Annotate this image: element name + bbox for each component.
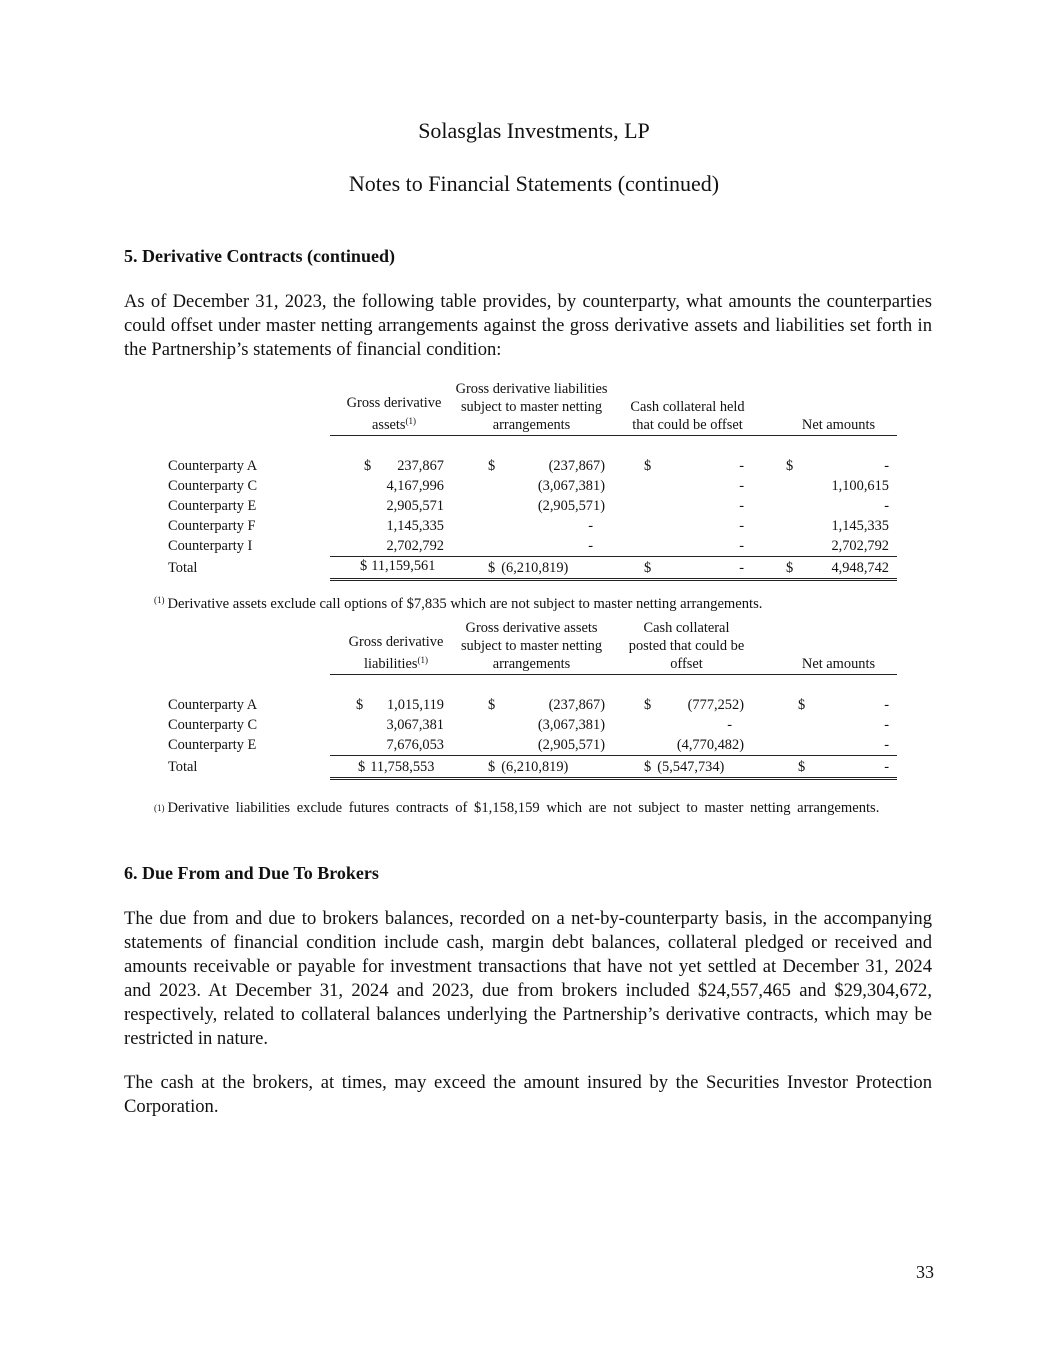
value: - bbox=[739, 457, 744, 474]
currency: $ bbox=[488, 457, 496, 474]
value: 237,867 bbox=[397, 457, 444, 474]
page-number: 33 bbox=[916, 1262, 934, 1282]
table-row bbox=[124, 735, 897, 756]
value: (237,867) bbox=[548, 457, 605, 474]
value: - bbox=[884, 716, 889, 733]
value: - bbox=[588, 537, 593, 554]
value: 11,159,561 bbox=[371, 558, 436, 574]
section-5-heading: 5. Derivative Contracts (continued) bbox=[124, 246, 395, 266]
header-cash-collateral-held: Cash collateral held that could be offset bbox=[615, 380, 760, 436]
value: 4,167,996 bbox=[386, 477, 444, 494]
table-row bbox=[124, 496, 897, 516]
derivative-assets-table bbox=[124, 380, 897, 581]
company-name: Solasglas Investments, LP bbox=[418, 118, 650, 143]
value: 2,905,571 bbox=[386, 497, 444, 514]
currency: $ bbox=[358, 758, 366, 775]
row-label: Counterparty I bbox=[168, 537, 253, 554]
currency: $ bbox=[360, 558, 368, 574]
value: - bbox=[739, 517, 744, 534]
footnote-ref: (1) bbox=[417, 655, 429, 665]
label-header bbox=[124, 619, 330, 675]
section-6-paragraph-1: The due from and due to brokers balances, recorded on a net-by-counterparty basis, in the accompanying statements of financial condition include cash, margin debt balances, collateral pledged or received and amounts receivable or payable for investment transactions that have not yet settled at December 31, 2024 and 2023. At December 31, 2024 and 2023, due from brokers included $24,557,465 and $29,304,672, respectively, related to collateral balances underlying the Partnership’s derivative contracts, which may be restricted in nature. bbox=[124, 908, 932, 1049]
table-row bbox=[124, 715, 897, 735]
value: (6,210,819) bbox=[501, 758, 569, 775]
footnote-text: Derivative assets exclude call options of $7,835 which are not subject to master netting arrangements. bbox=[167, 596, 763, 612]
header-gross-liabilities-subject: Gross derivative liabilities subject to master netting arrangements bbox=[448, 380, 615, 436]
table-row bbox=[124, 516, 897, 536]
table-row bbox=[124, 695, 897, 715]
value: - bbox=[739, 497, 744, 514]
table-row bbox=[124, 456, 897, 476]
header-net-amounts: Net amounts bbox=[760, 380, 897, 436]
value: - bbox=[588, 517, 593, 534]
currency: $ bbox=[644, 457, 652, 474]
header-text: Gross derivative liabilities bbox=[348, 634, 444, 672]
value: (2,905,571) bbox=[537, 497, 605, 514]
footnote-text: Derivative liabilities exclude futures contracts of $1,158,159 which are not subject to master netting arrangements. bbox=[167, 800, 880, 816]
value: - bbox=[884, 457, 889, 474]
value: 11,758,553 bbox=[370, 758, 435, 775]
assets-footnote bbox=[154, 590, 762, 614]
row-label: Counterparty C bbox=[168, 716, 258, 733]
currency: $ bbox=[786, 559, 794, 576]
value: (3,067,381) bbox=[537, 716, 605, 733]
currency: $ bbox=[798, 696, 806, 713]
section-5-intro: As of December 31, 2023, the following table provides, by counterparty, what amounts the counterparties could offset under master netting arrangements against the gross derivative assets and liabilities set forth in the Partnership’s statements of financial condition: bbox=[124, 291, 932, 360]
value: 1,145,335 bbox=[831, 517, 889, 534]
row-label: Counterparty F bbox=[168, 517, 256, 534]
currency: $ bbox=[364, 457, 372, 474]
row-label: Counterparty A bbox=[168, 696, 258, 713]
currency: $ bbox=[488, 758, 496, 775]
header-gross-assets-subject: Gross derivative assets subject to master netting arrangements bbox=[448, 619, 615, 675]
header-gross-derivative-assets bbox=[330, 380, 448, 436]
row-label: Counterparty E bbox=[168, 736, 257, 753]
row-label: Total bbox=[168, 759, 198, 775]
page-subtitle: Notes to Financial Statements (continued) bbox=[348, 171, 720, 196]
currency: $ bbox=[786, 457, 794, 474]
header-net-amounts: Net amounts bbox=[760, 619, 897, 675]
row-label: Total bbox=[168, 560, 198, 576]
value: - bbox=[884, 736, 889, 753]
value: 1,145,335 bbox=[386, 517, 444, 534]
row-label: Counterparty A bbox=[168, 457, 258, 474]
table-row bbox=[124, 476, 897, 496]
value: (3,067,381) bbox=[537, 477, 605, 494]
value: (2,905,571) bbox=[537, 736, 605, 753]
row-label: Counterparty E bbox=[168, 497, 257, 514]
total-row bbox=[124, 756, 897, 779]
value: 1,100,615 bbox=[831, 477, 889, 494]
value: (5,547,734) bbox=[657, 758, 725, 775]
value: - bbox=[884, 758, 889, 775]
currency: $ bbox=[644, 559, 652, 576]
currency: $ bbox=[488, 696, 496, 713]
value: 1,015,119 bbox=[386, 696, 444, 713]
section-6-paragraph-2: The cash at the brokers, at times, may exceed the amount insured by the Securities Investor Protection Corporation. bbox=[124, 1072, 932, 1117]
section-6-heading: 6. Due From and Due To Brokers bbox=[124, 863, 379, 883]
value: (6,210,819) bbox=[501, 559, 569, 576]
header-text: Gross derivative assets bbox=[346, 395, 442, 433]
currency: $ bbox=[798, 758, 806, 775]
value: 3,067,381 bbox=[386, 716, 444, 733]
header-gross-derivative-liabilities bbox=[330, 619, 448, 675]
header-cash-collateral-posted: Cash collateral posted that could be offset bbox=[615, 619, 760, 675]
row-label: Counterparty C bbox=[168, 477, 258, 494]
label-header bbox=[124, 380, 330, 436]
value: 2,702,792 bbox=[386, 537, 444, 554]
value: (777,252) bbox=[687, 696, 744, 713]
value: - bbox=[739, 477, 744, 494]
value: - bbox=[739, 537, 744, 554]
derivative-liabilities-table bbox=[124, 619, 897, 780]
table-row bbox=[124, 536, 897, 557]
footnote-mark: (1) bbox=[154, 595, 165, 605]
footnote-mark: (1) bbox=[154, 803, 165, 813]
footnote-ref: (1) bbox=[405, 416, 417, 426]
value: (4,770,482) bbox=[676, 736, 744, 753]
currency: $ bbox=[644, 696, 652, 713]
currency: $ bbox=[356, 696, 364, 713]
total-row bbox=[124, 557, 897, 580]
value: (237,867) bbox=[548, 696, 605, 713]
value: - bbox=[884, 696, 889, 713]
value: 7,676,053 bbox=[386, 736, 444, 753]
value: - bbox=[739, 559, 744, 576]
currency: $ bbox=[488, 559, 496, 576]
value: 4,948,742 bbox=[831, 559, 889, 576]
value: 2,702,792 bbox=[831, 537, 889, 554]
value: - bbox=[884, 497, 889, 514]
liabilities-footnote bbox=[154, 798, 894, 818]
value: - bbox=[727, 716, 732, 733]
currency: $ bbox=[644, 758, 652, 775]
